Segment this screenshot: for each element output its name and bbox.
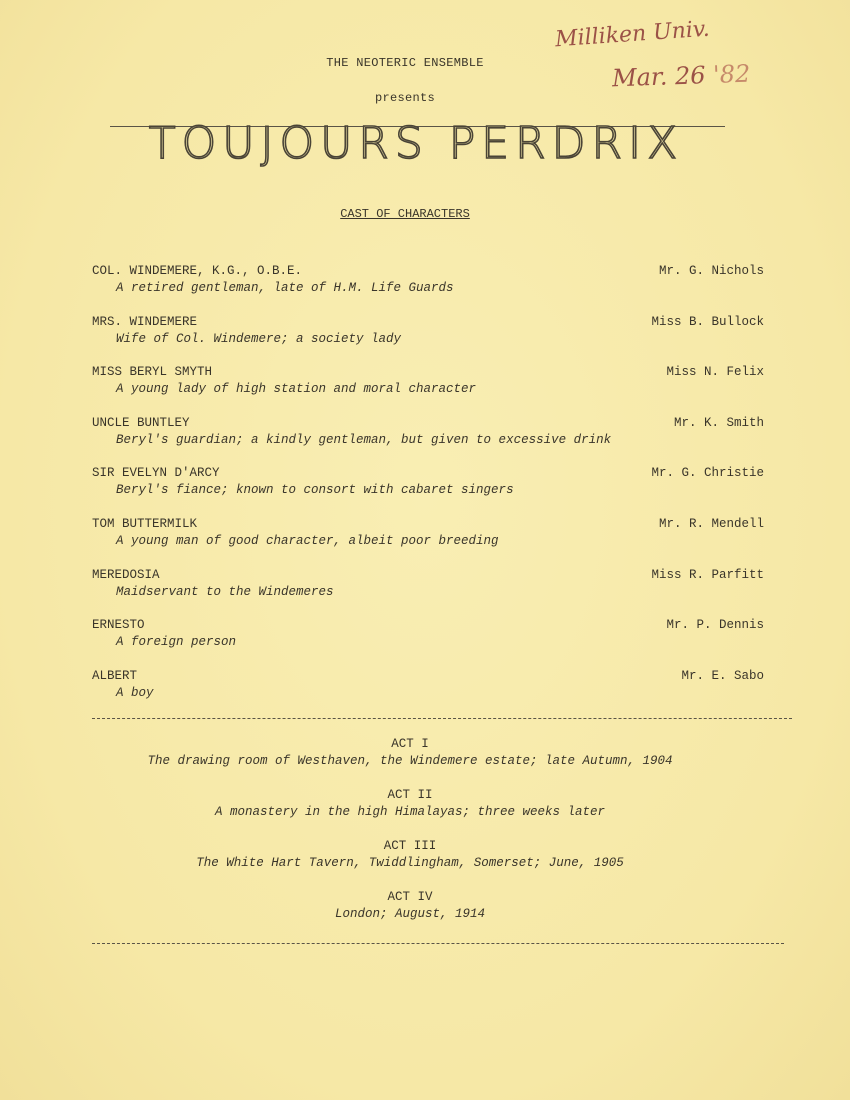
act-block <box>92 788 728 839</box>
character-name: MRS. WINDEMERE <box>92 314 198 329</box>
character-description: A young man of good character, albeit poor breeding <box>116 533 499 548</box>
character-name: ERNESTO <box>92 618 145 633</box>
character-name: SIR EVELYN D'ARCY <box>92 466 220 481</box>
act-setting: The drawing room of Westhaven, the Windemere estate; late Autumn, 1904 <box>147 754 673 768</box>
handwritten-annotation-line1: Milliken Univ. <box>554 16 711 53</box>
character-description: A young lady of high station and moral character <box>116 382 477 397</box>
dashed-divider <box>92 718 792 719</box>
character-name: ALBERT <box>92 668 138 683</box>
act-label: ACT I <box>391 737 429 751</box>
actor-name: Mr. G. Nichols <box>658 264 764 278</box>
handwritten-date: Mar. 26 <box>611 61 706 93</box>
dashed-divider <box>92 943 784 944</box>
character-name: MEREDOSIA <box>92 567 160 582</box>
cast-row <box>92 568 764 619</box>
cast-row <box>92 416 764 467</box>
ensemble-name: THE NEOTERIC ENSEMBLE <box>326 56 484 70</box>
character-description: A boy <box>116 685 154 700</box>
character-name: MISS BERYL SMYTH <box>92 365 213 380</box>
character-description: Maidservant to the Windemeres <box>116 584 334 599</box>
actor-name: Mr. K. Smith <box>673 415 764 430</box>
act-label: ACT II <box>387 788 433 802</box>
character-description: Beryl's fiance; known to consort with cabaret singers <box>116 483 514 498</box>
act-label: ACT III <box>383 839 437 853</box>
character-name: UNCLE BUNTLEY <box>92 415 190 430</box>
actor-name: Miss R. Parfitt <box>651 567 764 582</box>
cast-row <box>92 669 764 720</box>
character-description: Beryl's guardian; a kindly gentleman, but given to excessive drink <box>116 432 612 447</box>
character-description: A foreign person <box>116 635 237 650</box>
actor-name: Miss B. Bullock <box>651 314 764 329</box>
cast-heading-text: CAST OF CHARACTERS <box>340 207 470 221</box>
act-block <box>92 839 728 890</box>
character-name: COL. WINDEMERE, K.G., O.B.E. <box>92 264 303 278</box>
actor-name: Mr. R. Mendell <box>658 516 764 531</box>
character-description: Wife of Col. Windemere; a society lady <box>116 331 402 346</box>
cast-heading <box>0 207 810 221</box>
play-title: TOUJOURS PERDRIX <box>148 118 684 169</box>
act-setting: London; August, 1914 <box>334 907 486 921</box>
cast-row <box>92 315 764 366</box>
handwritten-year: '82 <box>712 59 751 89</box>
cast-row <box>92 517 764 568</box>
character-description: A retired gentleman, late of H.M. Life Guards <box>116 281 454 295</box>
act-block <box>92 890 728 941</box>
actor-name: Mr. G. Christie <box>651 466 764 481</box>
act-setting: The White Hart Tavern, Twiddlingham, Somerset; June, 1905 <box>196 856 624 870</box>
presents-line: presents <box>374 91 435 105</box>
act-list <box>92 737 728 941</box>
actor-name: Miss N. Felix <box>666 365 764 380</box>
act-label: ACT IV <box>387 890 433 904</box>
character-name: TOM BUTTERMILK <box>92 516 198 531</box>
cast-row <box>92 365 764 416</box>
act-block <box>92 737 728 788</box>
actor-name: Mr. E. Sabo <box>681 668 764 683</box>
cast-row <box>92 466 764 517</box>
cast-list <box>92 264 764 719</box>
cast-row <box>92 264 764 315</box>
actor-name: Mr. P. Dennis <box>666 618 764 633</box>
act-setting: A monastery in the high Himalayas; three weeks later <box>214 805 606 819</box>
cast-row <box>92 618 764 669</box>
